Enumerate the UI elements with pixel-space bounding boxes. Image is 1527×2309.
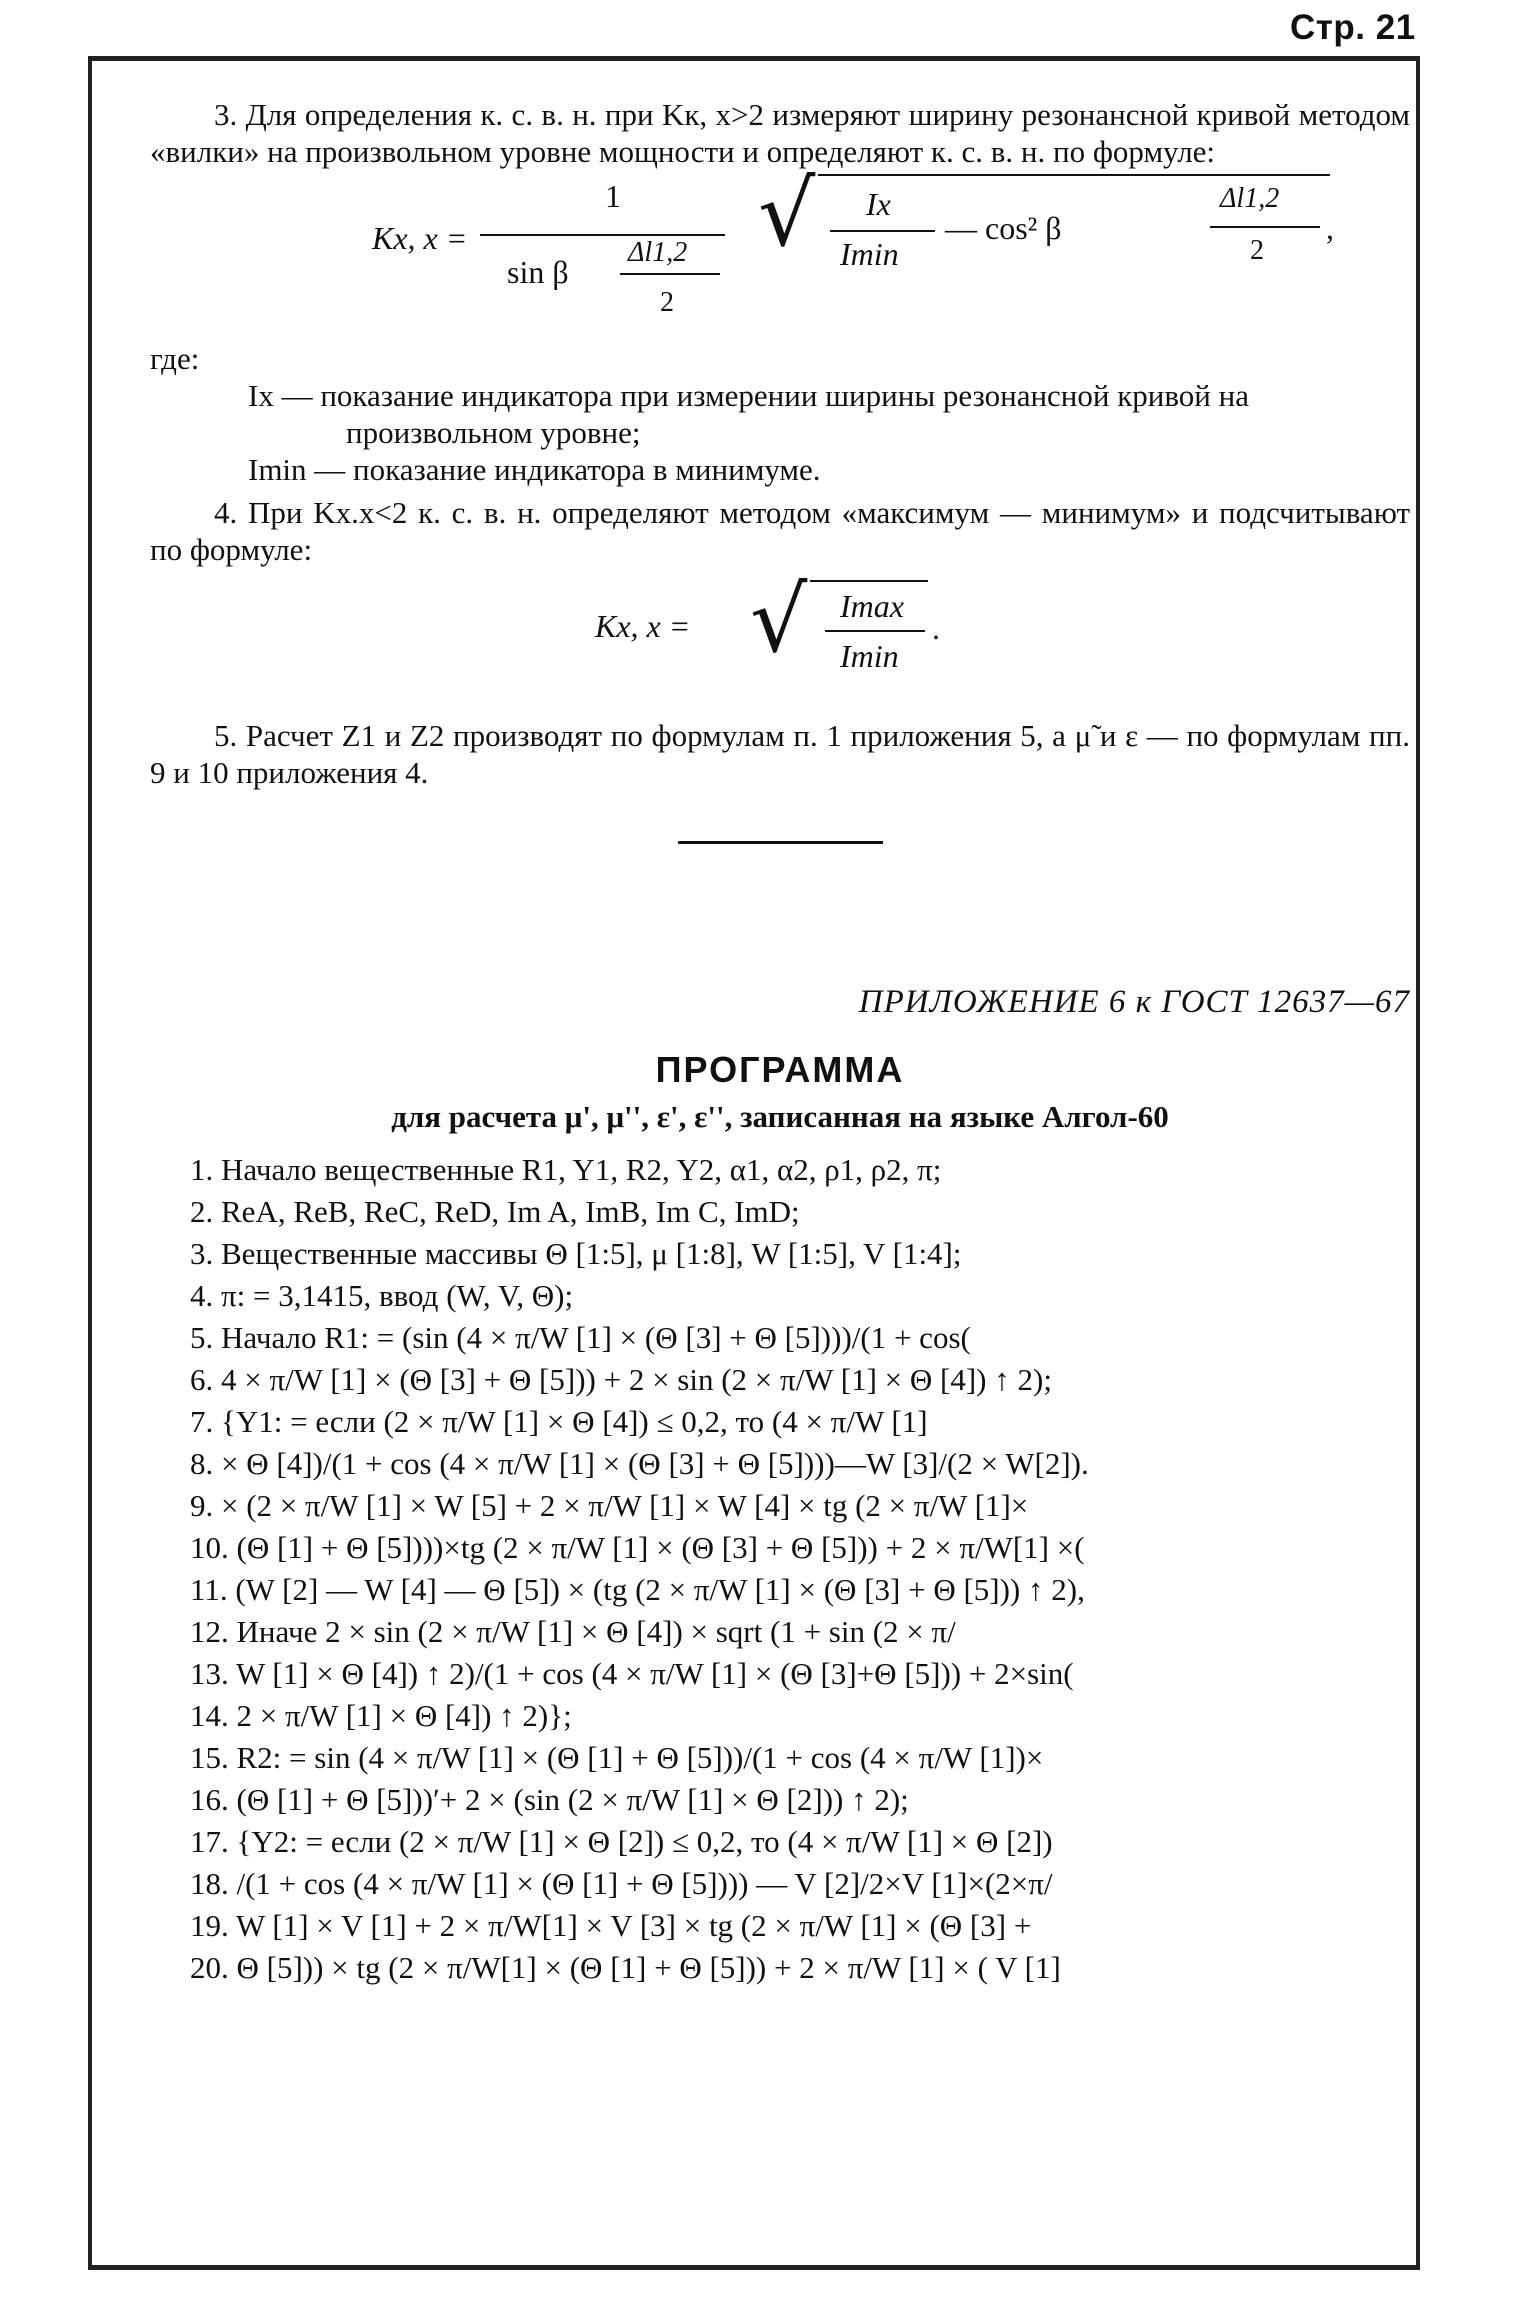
code-line: 17. {Y2: = если (2 × π/W [1] × Θ [2]) ≤ 0,2, то (4 × π/W [1] × Θ [2]) bbox=[190, 1824, 1053, 1859]
formula1-den-left: sin β bbox=[507, 254, 569, 290]
formula1-rad-frac2-num: Δl1,2 bbox=[1220, 183, 1280, 214]
code-line: 3. Вещественные массивы Θ [1:5], μ [1:8], W [1:5], V [1:4]; bbox=[190, 1236, 962, 1271]
code-line: 10. (Θ [1] + Θ [5])))×tg (2 × π/W [1] × (Θ [3] + Θ [5])) + 2 × π/W[1] ×( bbox=[190, 1530, 1085, 1565]
code-line: 13. W [1] × Θ [4]) ↑ 2)/(1 + cos (4 × π/W [1] × (Θ [3]+Θ [5])) + 2×sin( bbox=[190, 1656, 1074, 1691]
appendix-title: ПРИЛОЖЕНИЕ 6 к ГОСТ 12637—67 bbox=[858, 984, 1410, 1020]
formula2-radical-bar bbox=[810, 580, 928, 582]
formula1-tail: , bbox=[1326, 210, 1334, 246]
formula2-num: Imax bbox=[840, 588, 904, 624]
where-item-imin: Imin — показание индикатора в минимуме. bbox=[248, 452, 821, 487]
formula2-tail: . bbox=[932, 610, 940, 646]
section-3-text: 3. Для определения к. с. в. н. при Kк, x>2 измеряют ширину резонансной кривой методом «вилки» на произвольном уровне мощности и определяют к. с. в. н. по формуле: bbox=[150, 97, 1410, 169]
sqrt-symbol-1: √ bbox=[758, 162, 816, 267]
formula1-rad-frac-bar bbox=[830, 230, 935, 232]
formula1-den-frac-bar bbox=[620, 273, 720, 275]
formula1-rad-num: Ix bbox=[866, 186, 891, 222]
code-line: 8. × Θ [4])/(1 + cos (4 × π/W [1] × (Θ [3] + Θ [5])))—W [3]/(2 × W[2]). bbox=[190, 1446, 1089, 1481]
section-4-text: 4. При Kx.x<2 к. с. в. н. определяют методом «максимум — минимум» и подсчитывают по формуле: bbox=[150, 495, 1410, 567]
formula1-radical-bar bbox=[818, 174, 1330, 176]
code-line: 20. Θ [5])) × tg (2 × π/W[1] × (Θ [1] + Θ [5])) + 2 × π/W [1] × ( V [1] bbox=[190, 1950, 1061, 1985]
code-line: 14. 2 × π/W [1] × Θ [4]) ↑ 2)}; bbox=[190, 1698, 572, 1733]
code-line: 16. (Θ [1] + Θ [5]))ʹ+ 2 × (sin (2 × π/W [1] × Θ [2])) ↑ 2); bbox=[190, 1782, 909, 1817]
formula1-rad-frac2-den: 2 bbox=[1250, 235, 1264, 266]
code-line: 18. /(1 + cos (4 × π/W [1] × (Θ [1] + Θ [5]))) — V [2]/2×V [1]×(2×π/ bbox=[190, 1866, 1053, 1901]
formula-kxx-fork bbox=[150, 162, 1410, 330]
section-5-text: 5. Расчет Z1 и Z2 производят по формулам п. 1 приложения 5, а μ̃ и ε — по формулам пп. 9 и 10 приложения 4. bbox=[150, 718, 1410, 790]
program-subtitle: для расчета μ', μ'', ε', ε'', записанная на языке Алгол-60 bbox=[391, 1099, 1169, 1134]
code-line: 9. × (2 × π/W [1] × W [5] + 2 × π/W [1] × W [4] × tg (2 × π/W [1]× bbox=[190, 1488, 1029, 1523]
formula1-den-frac-num: Δl1,2 bbox=[628, 237, 688, 268]
code-line: 4. π: = 3,1415, ввод (W, V, Θ); bbox=[190, 1278, 574, 1313]
formula2-den: Imin bbox=[840, 638, 899, 674]
code-line: 5. Начало R1: = (sin (4 × π/W [1] × (Θ [3] + Θ [5])))/(1 + cos( bbox=[190, 1320, 971, 1355]
separator-line bbox=[678, 841, 883, 844]
program-title: ПРОГРАММА bbox=[655, 1049, 905, 1090]
code-line: 11. (W [2] — W [4] — Θ [5]) × (tg (2 × π/W [1] × (Θ [3] + Θ [5])) ↑ 2), bbox=[190, 1572, 1085, 1607]
code-line: 15. R2: = sin (4 × π/W [1] × (Θ [1] + Θ [5]))/(1 + cos (4 × π/W [1])× bbox=[190, 1740, 1044, 1775]
sqrt-symbol-2: √ bbox=[750, 568, 808, 673]
code-line: 12. Иначе 2 × sin (2 × π/W [1] × Θ [4]) × sqrt (1 + sin (2 × π/ bbox=[190, 1614, 956, 1649]
code-line: 7. {Y1: = если (2 × π/W [1] × Θ [4]) ≤ 0,2, то (4 × π/W [1] bbox=[190, 1404, 928, 1439]
formula1-den-frac-den: 2 bbox=[660, 287, 674, 318]
formula1-rad-den: Imin bbox=[840, 236, 899, 272]
code-line: 1. Начало вещественные R1, Y1, R2, Y2, α1, α2, ρ1, ρ2, π; bbox=[190, 1152, 942, 1187]
program-code bbox=[150, 1149, 1410, 1989]
where-item-ix: Ix — показание индикатора при измерении ширины резонансной кривой на произвольном уровне; bbox=[248, 378, 1249, 450]
formula1-lhs: Kx, x = bbox=[372, 220, 468, 256]
formula1-rad-middle: — cos² β bbox=[945, 210, 1062, 246]
formula2-frac-bar bbox=[825, 630, 925, 632]
code-line: 19. W [1] × V [1] + 2 × π/W[1] × V [3] × tg (2 × π/W [1] × (Θ [3] + bbox=[190, 1908, 1032, 1943]
page-content bbox=[150, 96, 1410, 1989]
formula-kxx-maxmin bbox=[150, 568, 1410, 693]
formula2-lhs: Kx, x = bbox=[595, 608, 691, 644]
formula1-main-bar bbox=[480, 234, 725, 236]
page-number: Стр. 21 bbox=[1290, 8, 1416, 47]
where-label: где: bbox=[150, 341, 200, 376]
code-line: 6. 4 × π/W [1] × (Θ [3] + Θ [5])) + 2 × sin (2 × π/W [1] × Θ [4]) ↑ 2); bbox=[190, 1362, 1052, 1397]
formula1-rad-frac2-bar bbox=[1210, 226, 1320, 228]
code-line: 2. ReA, ReB, ReC, ReD, Im A, ImB, Im C, ImD; bbox=[190, 1194, 800, 1229]
formula1-numerator: 1 bbox=[605, 178, 621, 214]
